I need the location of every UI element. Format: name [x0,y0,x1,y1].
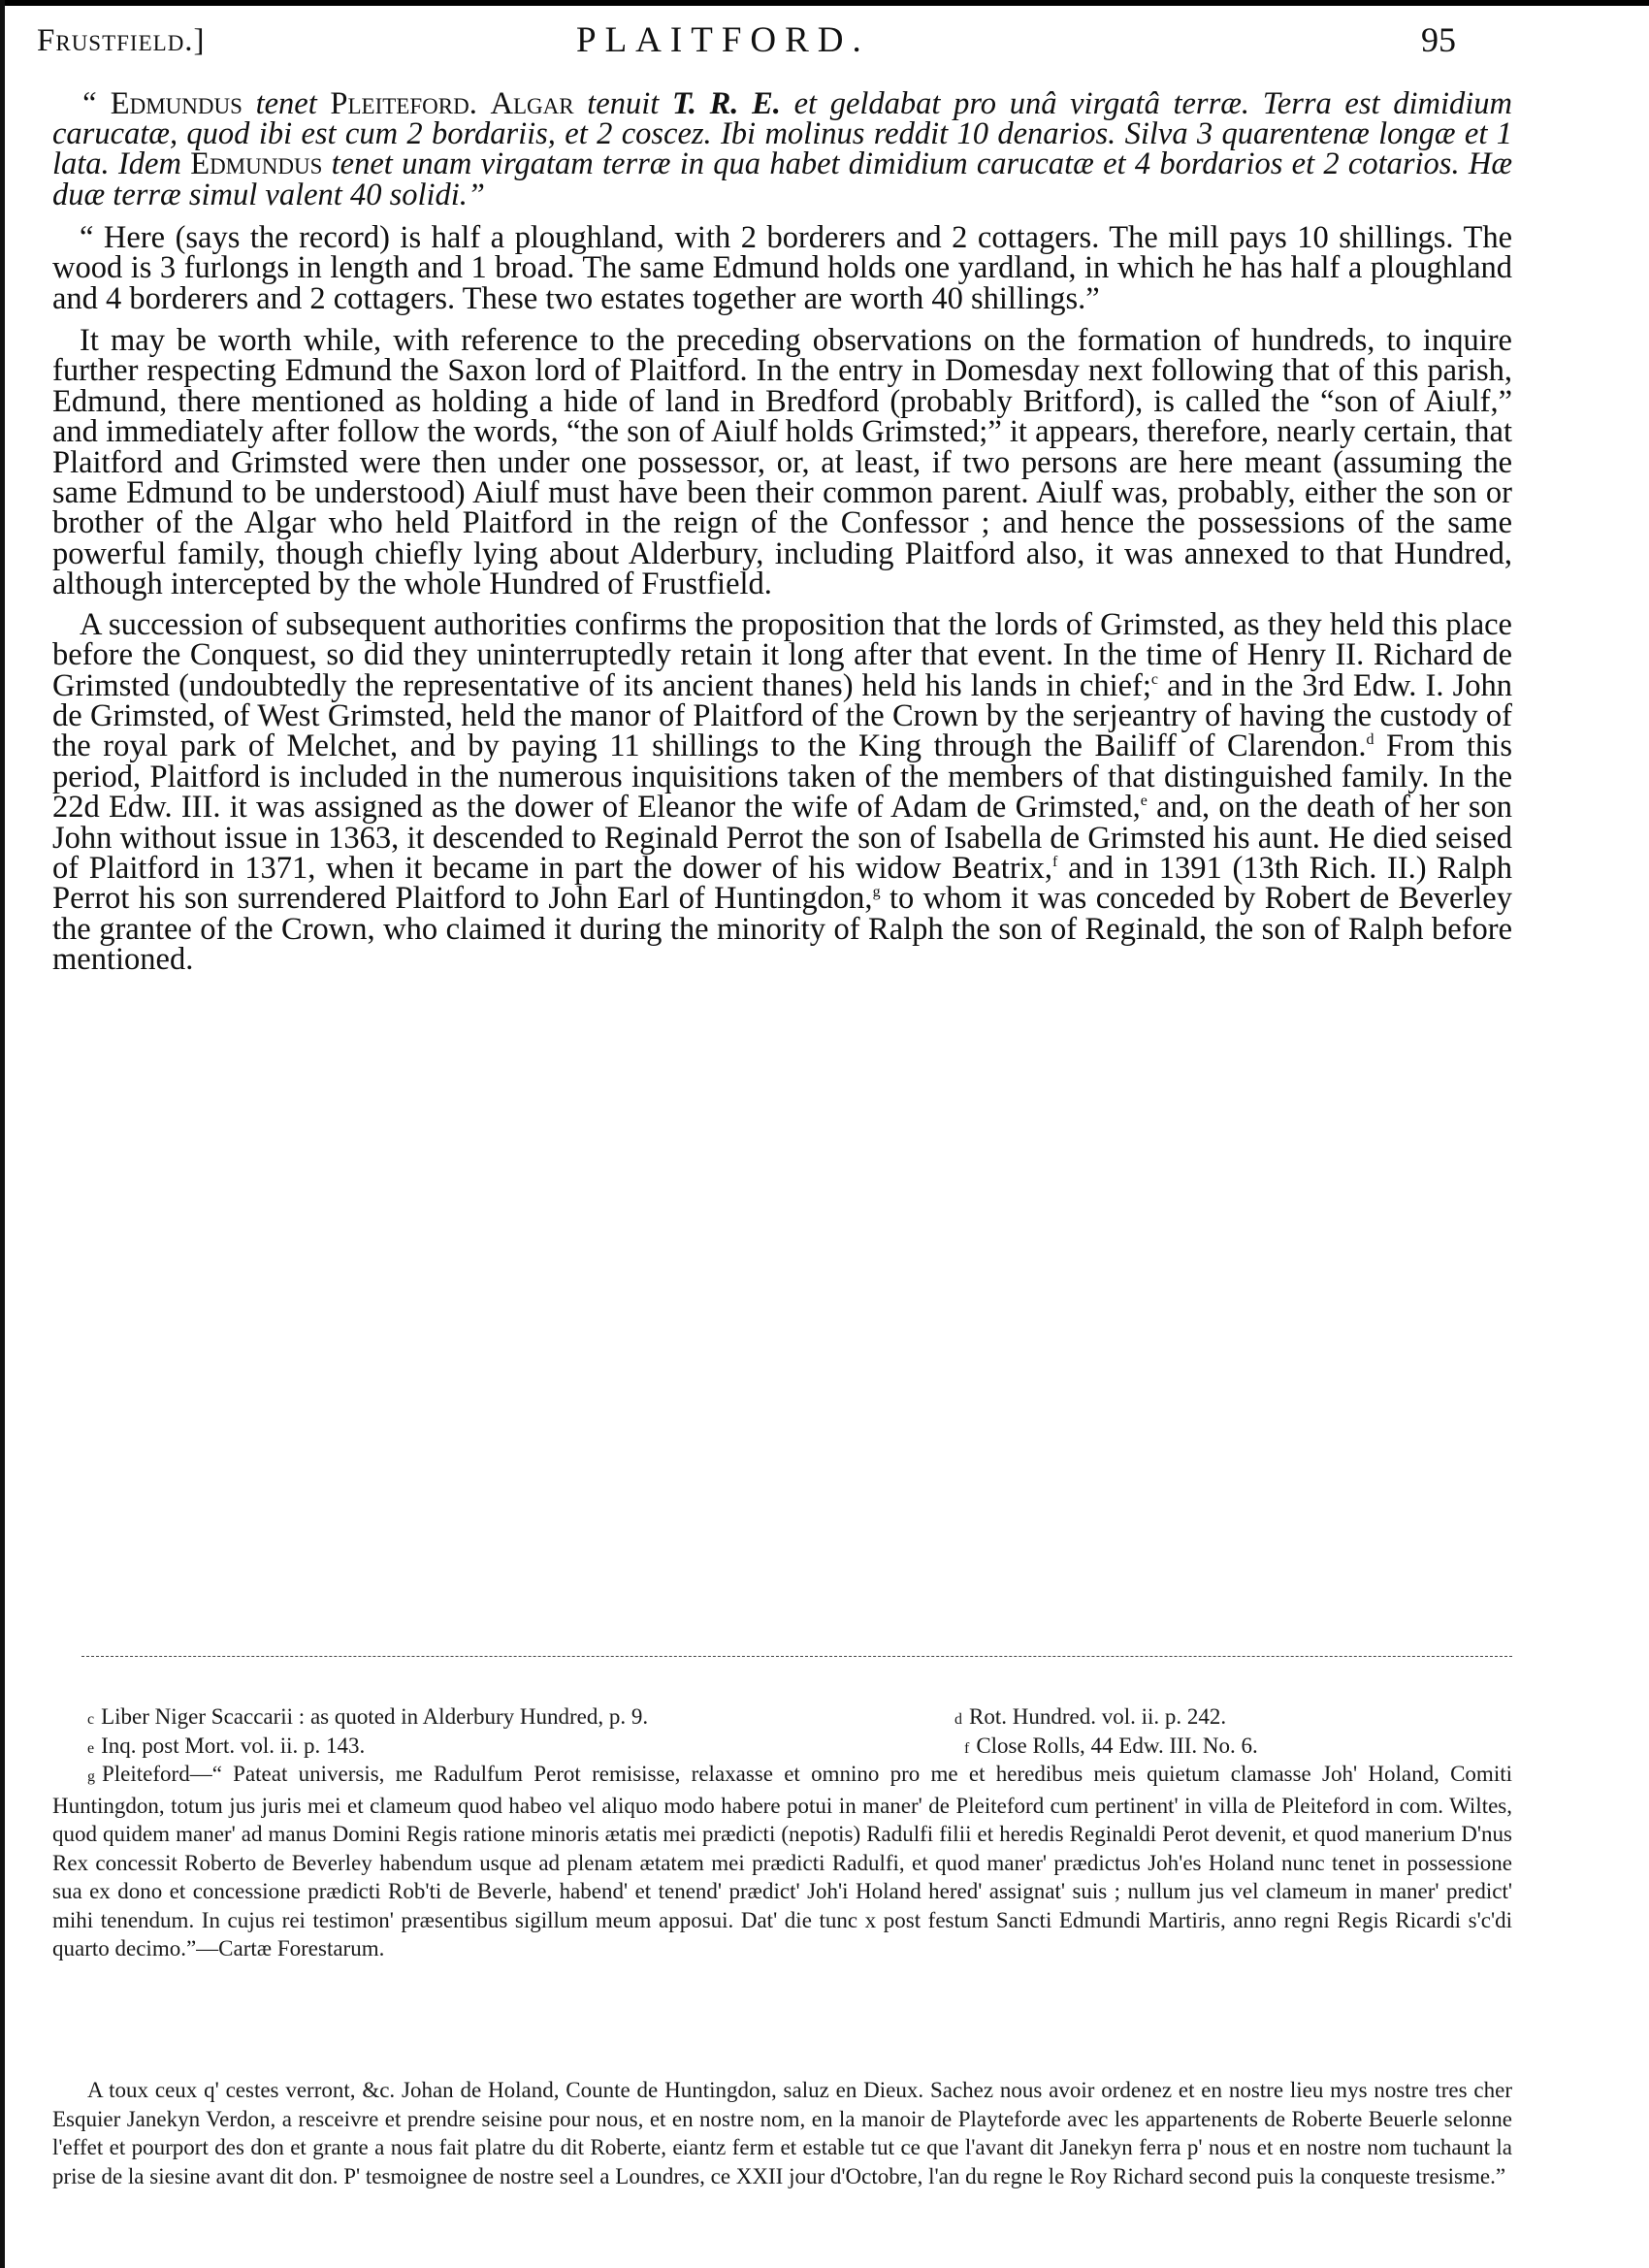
footnote-d [954,1702,1226,1734]
footnote-text: Inq. post Mort. vol. ii. p. 143. [101,1733,366,1758]
paragraph-text: A succession of subsequent authorities confirms the proposition that the lords of Grimsted, as they held this place before the Conquest, so did they uninterruptedly retain it long after that event. In the time of Henry II. Richard de Grimsted (undoubtedly the representative of its ancient thanes) held his lands in chief; [52,606,1512,703]
footnote-e [87,1732,365,1764]
footnote-ref-g[interactable]: g [872,884,881,901]
name-algar: Algar [490,86,574,121]
translation-paragraph: “ Here (says the record) is half a ploughland, with 2 borderers and 2 cottagers. The mill pays 10 shillings. The wood is 3 furlongs in length and 1 broad. The same Edmund holds one yardland, in which he has half a ploughland and 4 borderers and 2 cottagers. These two estates together are worth 40 shillings.” [52,219,1512,316]
footnote-text: Liber Niger Scaccarii : as quoted in Alderbury Hundred, p. 9. [101,1704,649,1729]
french-charter [52,2076,1512,2190]
latin-text: tenet [242,86,331,121]
main-text [52,86,1513,986]
latin-text: tenuit [573,86,672,121]
page-title: PLAITFORD. [576,20,870,60]
footnote-separator [81,1656,1512,1657]
scan-top-border [0,0,1649,6]
scan-left-border [0,0,5,2268]
latin-text: et geldabat pro unâ virgatâ terræ. Terra est dimidium carucatæ, quod ibi est cum 2 bordariis, et 2 coscez. Ibi molinus reddit 10 denarios. Silva 3 quarentenæ longæ et 1 lata. Idem [52,86,1512,182]
footnote-ref-f[interactable]: f [1052,854,1058,871]
paragraph-text: to whom it was conceded by Robert de Beverley the grantee of the Crown, who claimed it during the minority of Ralph the son of Reginald, the son of Ralph before mentioned. [52,881,1512,978]
footnote-ref-e[interactable]: e [1140,793,1148,810]
footnote-ref-c[interactable]: c [1150,670,1158,688]
paragraph-text: and, on the death of her son John without issue in 1363, it descended to Reginald Perrot the son of Isabella de Grimsted his aunt. He died seised of Plaitford in 1371, when it became in part the dower of his widow Beatrix, [52,790,1513,886]
footnote-mark: g [87,1768,95,1785]
running-head [37,19,1512,68]
hundred-name: Frustfield.] [37,23,206,58]
footnote-mark: e [87,1739,95,1757]
footnote-c [87,1702,648,1734]
paragraph-text: and in 1391 (13th Rich. II.) Ralph Perrot his son surrendered Plaitford to John Earl of Huntingdon, [52,850,1512,917]
open-quote: “ [80,86,111,121]
name-edmundus: Edmundus [110,86,242,121]
page-number: 95 [1421,20,1456,59]
footnote-mark: d [954,1711,962,1728]
footnote-g [52,1760,1512,1963]
footnote-text: Pleiteford—“ Pateat universis, me Radulfum Perot remisisse, relaxasse et omnino pro me et heredibus meis quietum clamasse Joh' Holand, Comiti Huntingdon, totum jus juris mei et clameum quod habeo vel aliquo modo habere potui in maner' de Pleiteford cum pertinent' in villa de Pleiteford in com. Wiltes, quod quidem maner' ad manus Domini Regis ratione minoris ætatis mei prædicti (nepotis) Radulfi filii et heredis Reginaldi Perot devenit, et quod manerium D'nus Rex concessit Roberto de Beverley habendum usque ad plenam ætatem mei prædicti Radulfi, et quod maner' prædictus Joh'es Holand nunc tenet in possessione sua ex dono et concessione prædicti Rob'ti de Beverle, habend' et tenend' prædict' Joh'i Holand hered' assignat' suis ; nullum jus vel clameum in maner' predict' mihi tenendum. In cujus rei testimon' præsentibus sigillum meum apposui. Dat' die tunc x post festum Sancti Edmundi Martiris, anno regni Regis Ricardi s'c'di quarto decimo.”—Cartæ Forestarum. [52,1762,1512,1960]
name-edmundus: Edmundus [190,146,323,182]
paragraph-grimsted [52,606,1513,978]
footnote-text: Rot. Hundred. vol. ii. p. 242. [969,1704,1227,1729]
paragraph-text: From this period, Plaitford is included in the numerous inquisitions taken of the members of that distinguished family. In the 22d Edw. III. it was assigned as the dower of Eleanor the wife of Adam de Grimsted, [52,729,1512,826]
domesday-latin-extract [52,86,1512,212]
footnotes [52,1702,1512,1963]
footnote-row [52,1732,1512,1761]
french-charter-text: A toux ceux q' cestes verront, &c. Johan de Holand, Counte de Huntingdon, saluz en Dieux. Sachez nous avoir ordenez et en nostre lieu mys nostre tres cher Esquier Janekyn Verdon, a resceivre et prendre seisine pour nous, et en nostre nom, en la manoir de Playteforde avec les appartenents de Roberte Beuerle selonne l'effet et pourport des don et grante a nous fait platre du dit Roberte, eiantz ferm et estable tut ce que l'avant dit Janekyn ferra p' nous et en nostre nom tuchaunt la prise de la siesine avant dit don. P' tesmoignee de nostre seel a Loundres, ce XXII jour d'Octobre, l'an du regne le Roy Richard second puis la conqueste tresisme.” [52,2078,1512,2188]
footnote-ref-d[interactable]: d [1366,731,1374,749]
abbrev-tre: T. R. E. [671,86,781,121]
name-pleiteford: Pleiteford. [330,86,477,121]
footnote-row [52,1702,1512,1732]
footnote-f [964,1732,1258,1764]
paragraph-aiulf: It may be worth while, with reference to the preceding observations on the formation of hundreds, to inquire further respecting Edmund the Saxon lord of Plaitford. In the entry in Domesday next following that of this parish, Edmund, there mentioned as holding a hide of land in Bredford (probably Britford), is called the “son of Aiulf,” and immediately after follow the words, “the son of Aiulf holds Grimsted;” it appears, therefore, nearly certain, that Plaitford and Grimsted were then under one possessor, or, at least, if two persons are here meant (assuming the same Edmund to be understood) Aiulf must have been their common parent. Aiulf was, probably, either the son or brother of the Algar who held Plaitford in the reign of the Confessor ; and hence the possessions of the same powerful family, though chiefly lying about Alderbury, including Plaitford also, it was annexed to that Hundred, although intercepted by the whole Hundred of Frustfield. [52,323,1512,602]
footnote-mark: c [87,1711,95,1728]
paragraph-text: and in the 3rd Edw. I. John de Grimsted, of West Grimsted, held the manor of Plaitford of the Crown by the serjeantry of having the custody of the royal park of Melchet, and by paying 11 shillings to the King through the Bailiff of Clarendon. [52,667,1512,764]
latin-text: tenet unam virgatam terræ in qua habet dimidium carucatæ et 4 bordarios et 2 cotarios. Hæ duæ terræ simul valent 40 solidi.” [52,146,1512,212]
footnote-text: Close Rolls, 44 Edw. III. No. 6. [976,1733,1258,1758]
footnote-mark: f [964,1739,970,1757]
